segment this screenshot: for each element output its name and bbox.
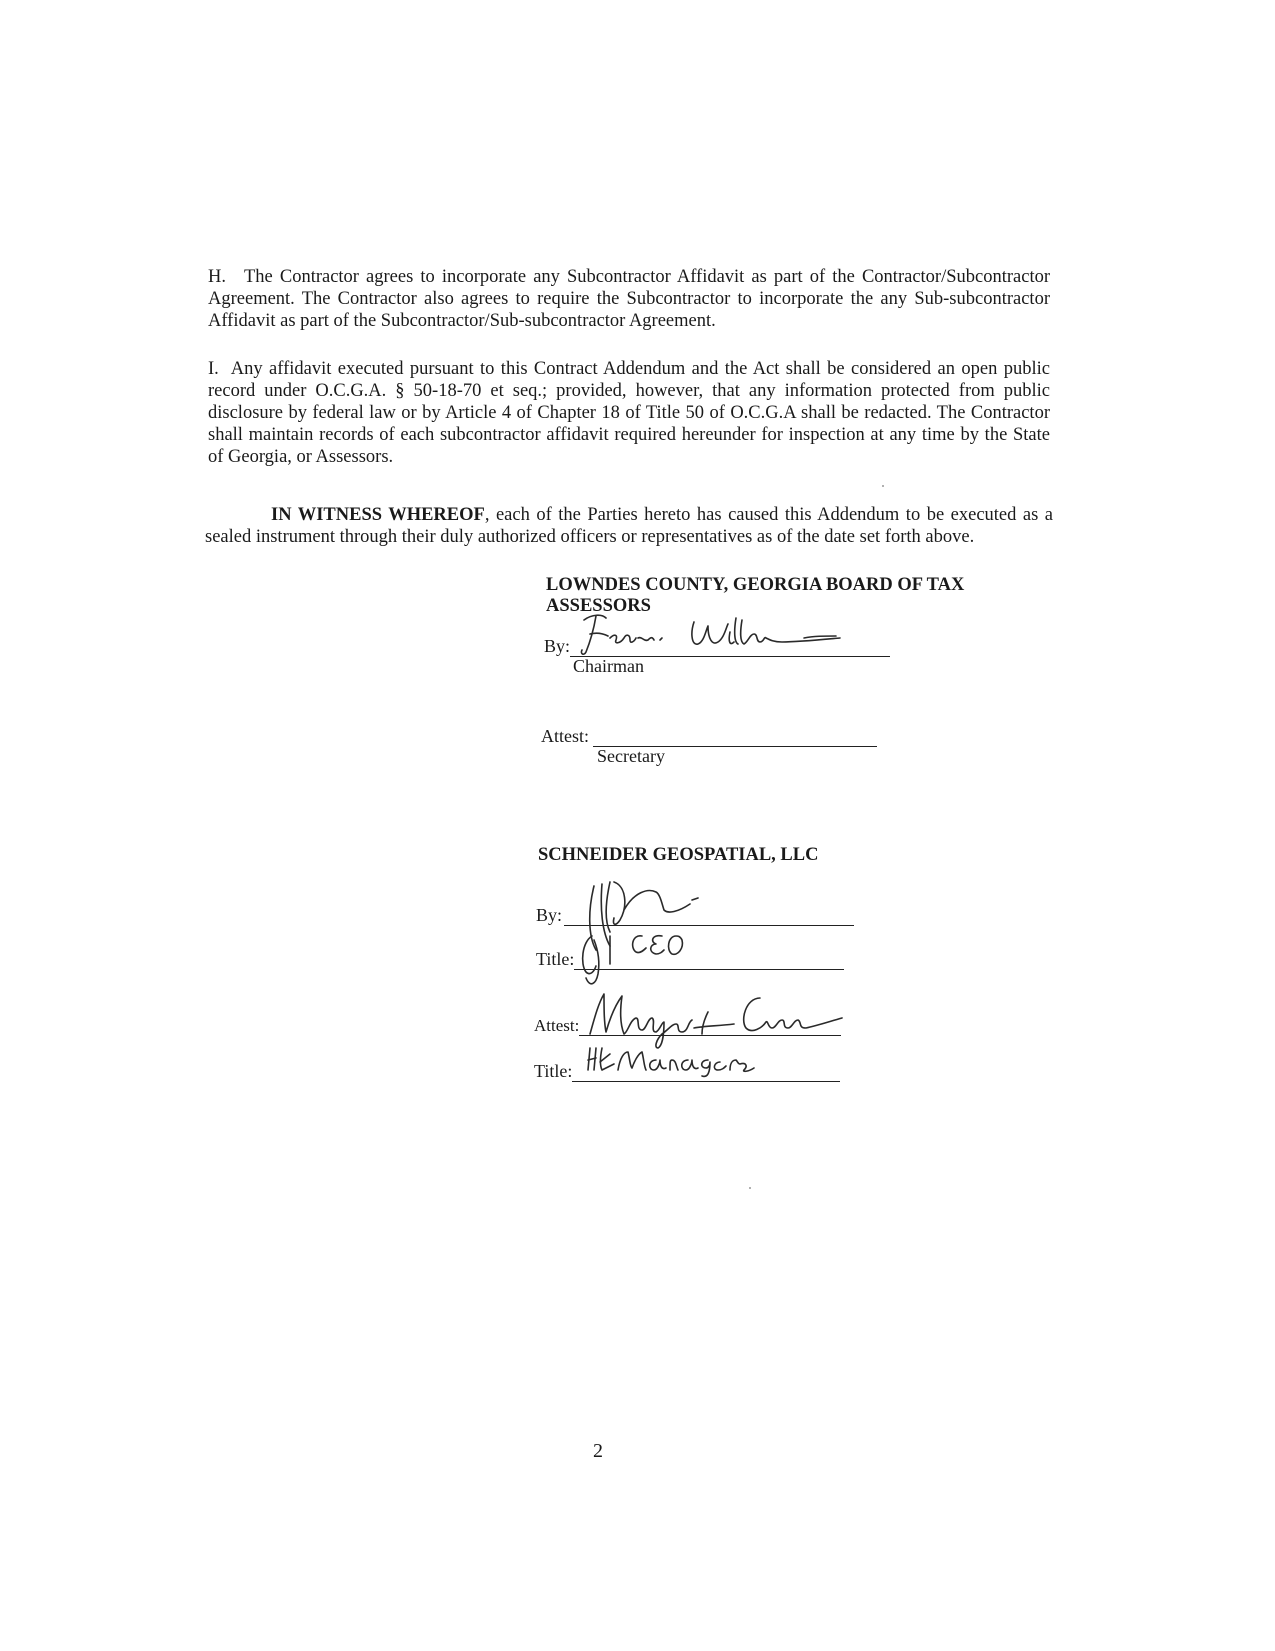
- scan-speck: [749, 1187, 751, 1189]
- schneider-party-name: SCHNEIDER GEOSPATIAL, LLC: [538, 845, 819, 865]
- paragraph-i-text: Any affidavit executed pursuant to this Contract Addendum and the Act shall be considered an open public record under O.C.G.A. § 50-18-70 et seq.; provided, however, that any information protected from public disclosure by federal law or by Article 4 of Chapter 18 of Title 50 of O.C.G.A shall be redacted. The Contractor shall maintain records of each subcontractor affidavit required hereunder for inspection at any time by the State of Georgia, or Assessors.: [208, 359, 1050, 467]
- witness-lead: IN WITNESS WHEREOF: [271, 505, 485, 525]
- lowndes-attest-line: [541, 726, 877, 747]
- schneider-attest-title-rule: [572, 1080, 840, 1082]
- schneider-attest-label: Attest:: [534, 1016, 580, 1035]
- ceo-handwritten-icon: [628, 930, 698, 960]
- lowndes-attest-label: Attest:: [541, 726, 589, 746]
- lowndes-attest-caption: Secretary: [597, 746, 665, 766]
- paragraph-h-text: The Contractor agrees to incorporate any Subcontractor Affidavit as part of the Contractor/Subcontractor Agreement. The Contractor also agrees to require the Subcontractor to incorporate the any Sub-subcontractor Affidavit as part of the Subcontractor/Sub-subcontractor Agreement.: [208, 267, 1050, 331]
- lowndes-party-name: LOWNDES COUNTY, GEORGIA BOARD OF TAX ASSESSORS: [546, 575, 965, 616]
- hr-manager-handwritten-icon: [584, 1044, 774, 1078]
- page-number: 2: [593, 1440, 603, 1462]
- attest-signature-icon: [584, 990, 864, 1050]
- lowndes-by-caption: Chairman: [573, 656, 644, 676]
- lowndes-by-label: By:: [544, 636, 571, 656]
- schneider-title-label: Title:: [536, 949, 575, 969]
- chairman-signature-icon: [578, 612, 888, 662]
- schneider-by-label: By:: [536, 905, 563, 925]
- witness-text: , each of the Parties hereto has caused this Addendum to be executed as a sealed instrument through their duly authorized officers or representatives as of the date set forth above.: [205, 505, 1054, 547]
- scan-speck: [882, 485, 884, 487]
- witness-paragraph: [205, 504, 1053, 548]
- paragraph-h: [208, 266, 1050, 332]
- paragraph-h-label: H.: [208, 267, 226, 287]
- paragraph-i-label: I.: [208, 359, 219, 379]
- schneider-attest-title-label: Title:: [534, 1061, 573, 1081]
- paragraph-i: [208, 358, 1050, 468]
